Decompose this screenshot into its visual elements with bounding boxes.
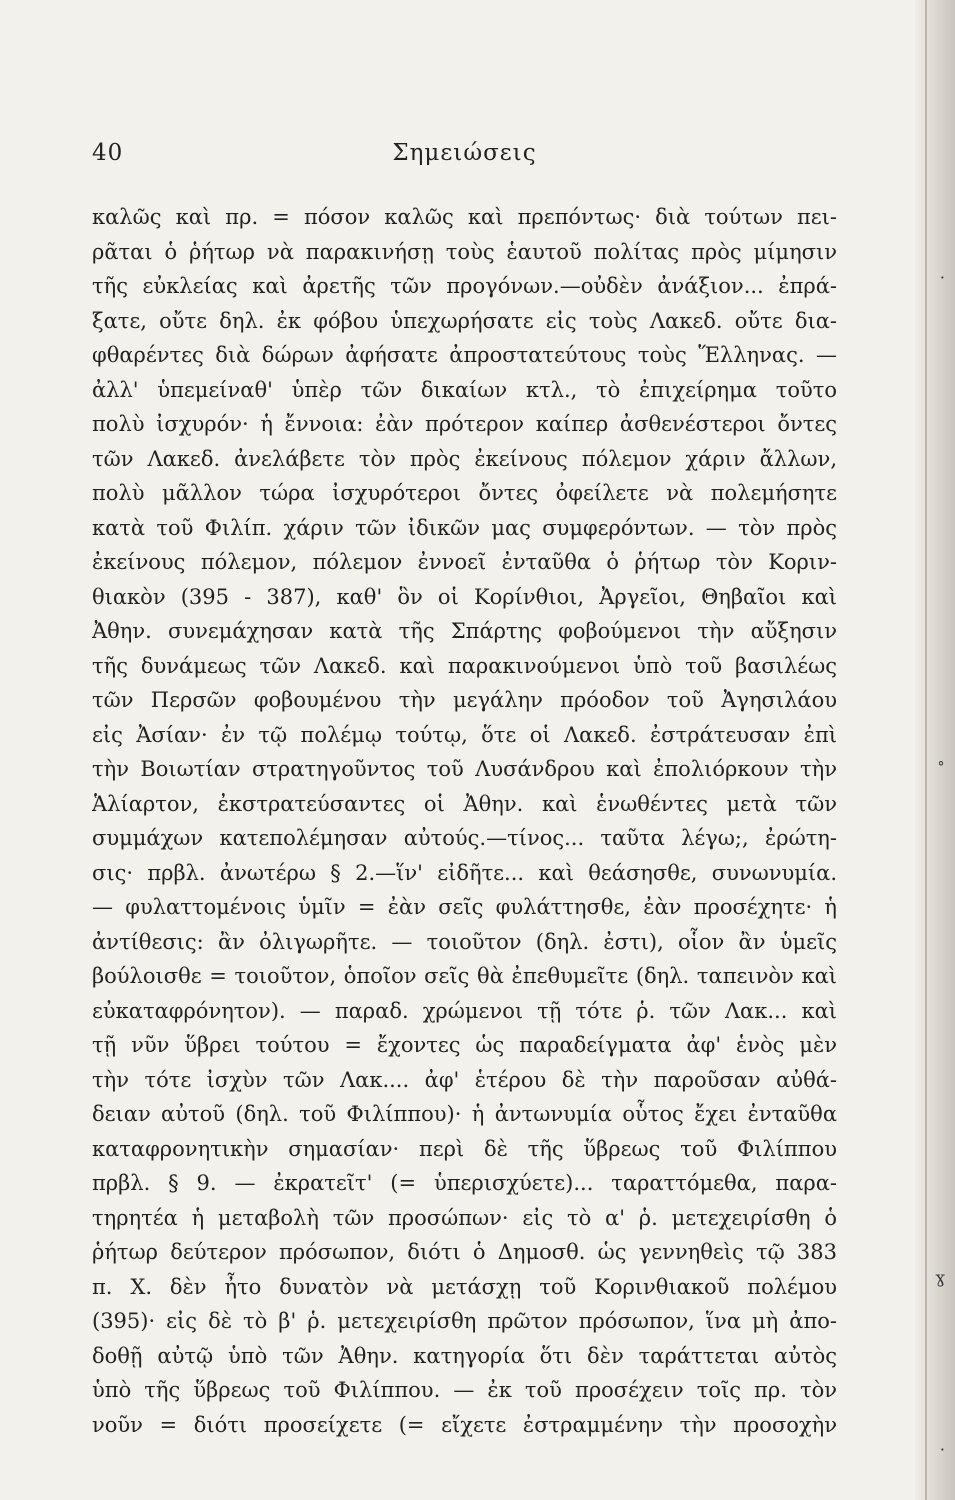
running-title: Σημειώσεις [392, 140, 537, 166]
text-line: τῇ νῦν ὕβρει τούτου = ἔχοντες ὡς παραδείγματα ἀφ' ἑνὸς μὲν [92, 1033, 837, 1057]
text-line: σις· πρβλ. ἀνωτέρω § 2.—ἵν' εἰδῆτε... καὶ θεάσησθε, συνωνυμία. [92, 860, 837, 885]
text-line: εἰς Ἀσίαν· ἐν τῷ πολέμῳ τούτῳ, ὅτε οἱ Λακεδ. ἐστράτευσαν ἐπὶ [92, 722, 837, 747]
text-line: ἐκείνους πόλεμον, πόλεμον ἐννοεῖ ἐνταῦθα ὁ ῥήτωρ τὸν Κοριν- [92, 550, 837, 574]
text-line: δοθῇ αὐτῷ ὑπὸ τῶν Ἀθην. κατηγορία ὅτι δὲν ταράττεται αὐτὸς [92, 1343, 837, 1368]
text-line: φθαρέντες διὰ δώρων ἀφήσατε ἀπροστατεύτους τοὺς Ἕλληνας. — [92, 343, 837, 367]
text-line: νοῦν = διότι προσείχετε (= εἴχετε ἐστραμμένην τὴν προσοχὴν [92, 1412, 837, 1437]
page-number: 40 [92, 140, 124, 166]
text-line: βούλοισθε = τοιοῦτον, ὁποῖον σεῖς θὰ ἐπεθυμεῖτε (δηλ. ταπεινὸν καὶ [92, 964, 837, 988]
text-line: (395)· εἰς δὲ τὸ β' ῥ. μετεχειρίσθη πρῶτον πρόσωπον, ἵνα μὴ ἀπο- [92, 1309, 837, 1333]
text-line: ρᾶται ὁ ῥήτωρ νὰ παρακινήσῃ τοὺς ἑαυτοῦ πολίτας πρὸς μίμησιν [92, 239, 837, 264]
margin-speck: ˚ [937, 760, 945, 779]
text-line: καταφρονητικὴν σημασίαν· περὶ δὲ τῆς ὕβρεως τοῦ Φιλίππου [92, 1136, 837, 1161]
text-line: πολὺ μᾶλλον τώρα ἰσχυρότεροι ὄντες ὀφείλετε νὰ πολεμήσητε [92, 481, 837, 505]
text-line: — φυλαττομένοις ὑμῖν = ἐὰν σεῖς φυλάττησθε, ἐὰν προσέχητε· ἡ [92, 895, 837, 919]
page-header [92, 140, 837, 180]
text-line: τηρητέα ἡ μεταβολὴ τῶν προσώπων· εἰς τὸ α' ῥ. μετεχειρίσθη ὁ [92, 1205, 837, 1230]
text-line: ἀλλ' ὑπεμείναθ' ὑπὲρ τῶν δικαίων κτλ., τὸ ἐπιχείρημα τοῦτο [92, 377, 837, 402]
text-line: ἀντίθεσις: ἂν ὀλιγωρῆτε. — τοιοῦτον (δηλ. ἐστι), οἷον ἂν ὑμεῖς [92, 929, 837, 954]
text-line: πολὺ ἰσχυρόν· ἡ ἔννοια: ἐὰν πρότερον καίπερ ἀσθενέστεροι ὄντες [92, 412, 837, 436]
text-line: τῶν Λακεδ. ἀνελάβετε τὸν πρὸς ἐκείνους πόλεμον χάριν ἄλλων, [92, 446, 837, 471]
body-text [92, 200, 837, 1442]
text-line: συμμάχων κατεπολέμησαν αὐτούς.—τίνος... ταῦτα λέγω;, ἐρώτη- [92, 826, 837, 850]
text-line: ὑπὸ τῆς ὕβρεως τοῦ Φιλίππου. — ἐκ τοῦ προσέχειν τοῖς πρ. τὸν [92, 1378, 837, 1402]
text-line: καλῶς καὶ πρ. = πόσον καλῶς καὶ πρεπόντως· διὰ τούτων πει- [92, 205, 837, 229]
margin-marks [915, 0, 945, 1500]
text-line: τῆς εὐκλείας καὶ ἀρετῆς τῶν προγόνων.—οὐδὲν ἀνάξιον... ἐπρά- [92, 274, 837, 298]
text-line: δειαν αὐτοῦ (δηλ. τοῦ Φιλίππου)· ἡ ἀντωνυμία οὗτος ἔχει ἐνταῦθα [92, 1102, 837, 1126]
text-line: π. Χ. δὲν ἦτο δυνατὸν νὰ μετάσχῃ τοῦ Κορινθιακοῦ πολέμου [92, 1274, 837, 1299]
text-line: ξατε, οὔτε δηλ. ἐκ φόβου ὑπεχωρήσατε εἰς τοὺς Λακεδ. οὔτε δια- [92, 308, 837, 333]
text-line: Ἀθην. συνεμάχησαν κατὰ τῆς Σπάρτης φοβούμενοι τὴν αὔξησιν [92, 619, 837, 643]
text-line: πρβλ. § 9. — ἐκρατεῖτ' (= ὑπερισχύετε)... ταραττόμεθα, παρα- [92, 1171, 837, 1195]
margin-speck: · [939, 1440, 945, 1459]
text-line: τῶν Περσῶν φοβουμένου τὴν μεγάλην πρόοδον τοῦ Ἀγησιλάου [92, 688, 837, 712]
text-line: Ἁλίαρτον, ἐκστρατεύσαντες οἱ Ἀθην. καὶ ἑνωθέντες μετὰ τῶν [92, 791, 837, 816]
text-line: θιακὸν (395 - 387), καθ' ὃν οἱ Κορίνθιοι, Ἀργεῖοι, Θηβαῖοι καὶ [92, 584, 837, 609]
text-line: τὴν Βοιωτίαν στρατηγοῦντος τοῦ Λυσάνδρου καὶ ἐπολιόρκουν τὴν [92, 757, 837, 781]
text-line: ῥήτωρ δεύτερον πρόσωπον, διότι ὁ Δημοσθ. ὡς γεννηθεὶς τῷ 383 [92, 1240, 837, 1264]
text-line: τὴν τότε ἰσχὺν τῶν Λακ.... ἀφ' ἑτέρου δὲ τὴν παροῦσαν αὐθά- [92, 1067, 837, 1092]
margin-speck: ɣ [935, 1268, 945, 1287]
margin-speck: · [939, 268, 945, 287]
text-line: τῆς δυνάμεως τῶν Λακεδ. καὶ παρακινούμενοι ὑπὸ τοῦ βασιλέως [92, 653, 837, 678]
text-line: κατὰ τοῦ Φιλίπ. χάριν τῶν ἰδικῶν μας συμφερόντων. — τὸν πρὸς [92, 515, 837, 540]
text-line: εὐκαταφρόνητον). — παραδ. χρώμενοι τῇ τότε ῥ. τῶν Λακ... καὶ [92, 998, 837, 1023]
